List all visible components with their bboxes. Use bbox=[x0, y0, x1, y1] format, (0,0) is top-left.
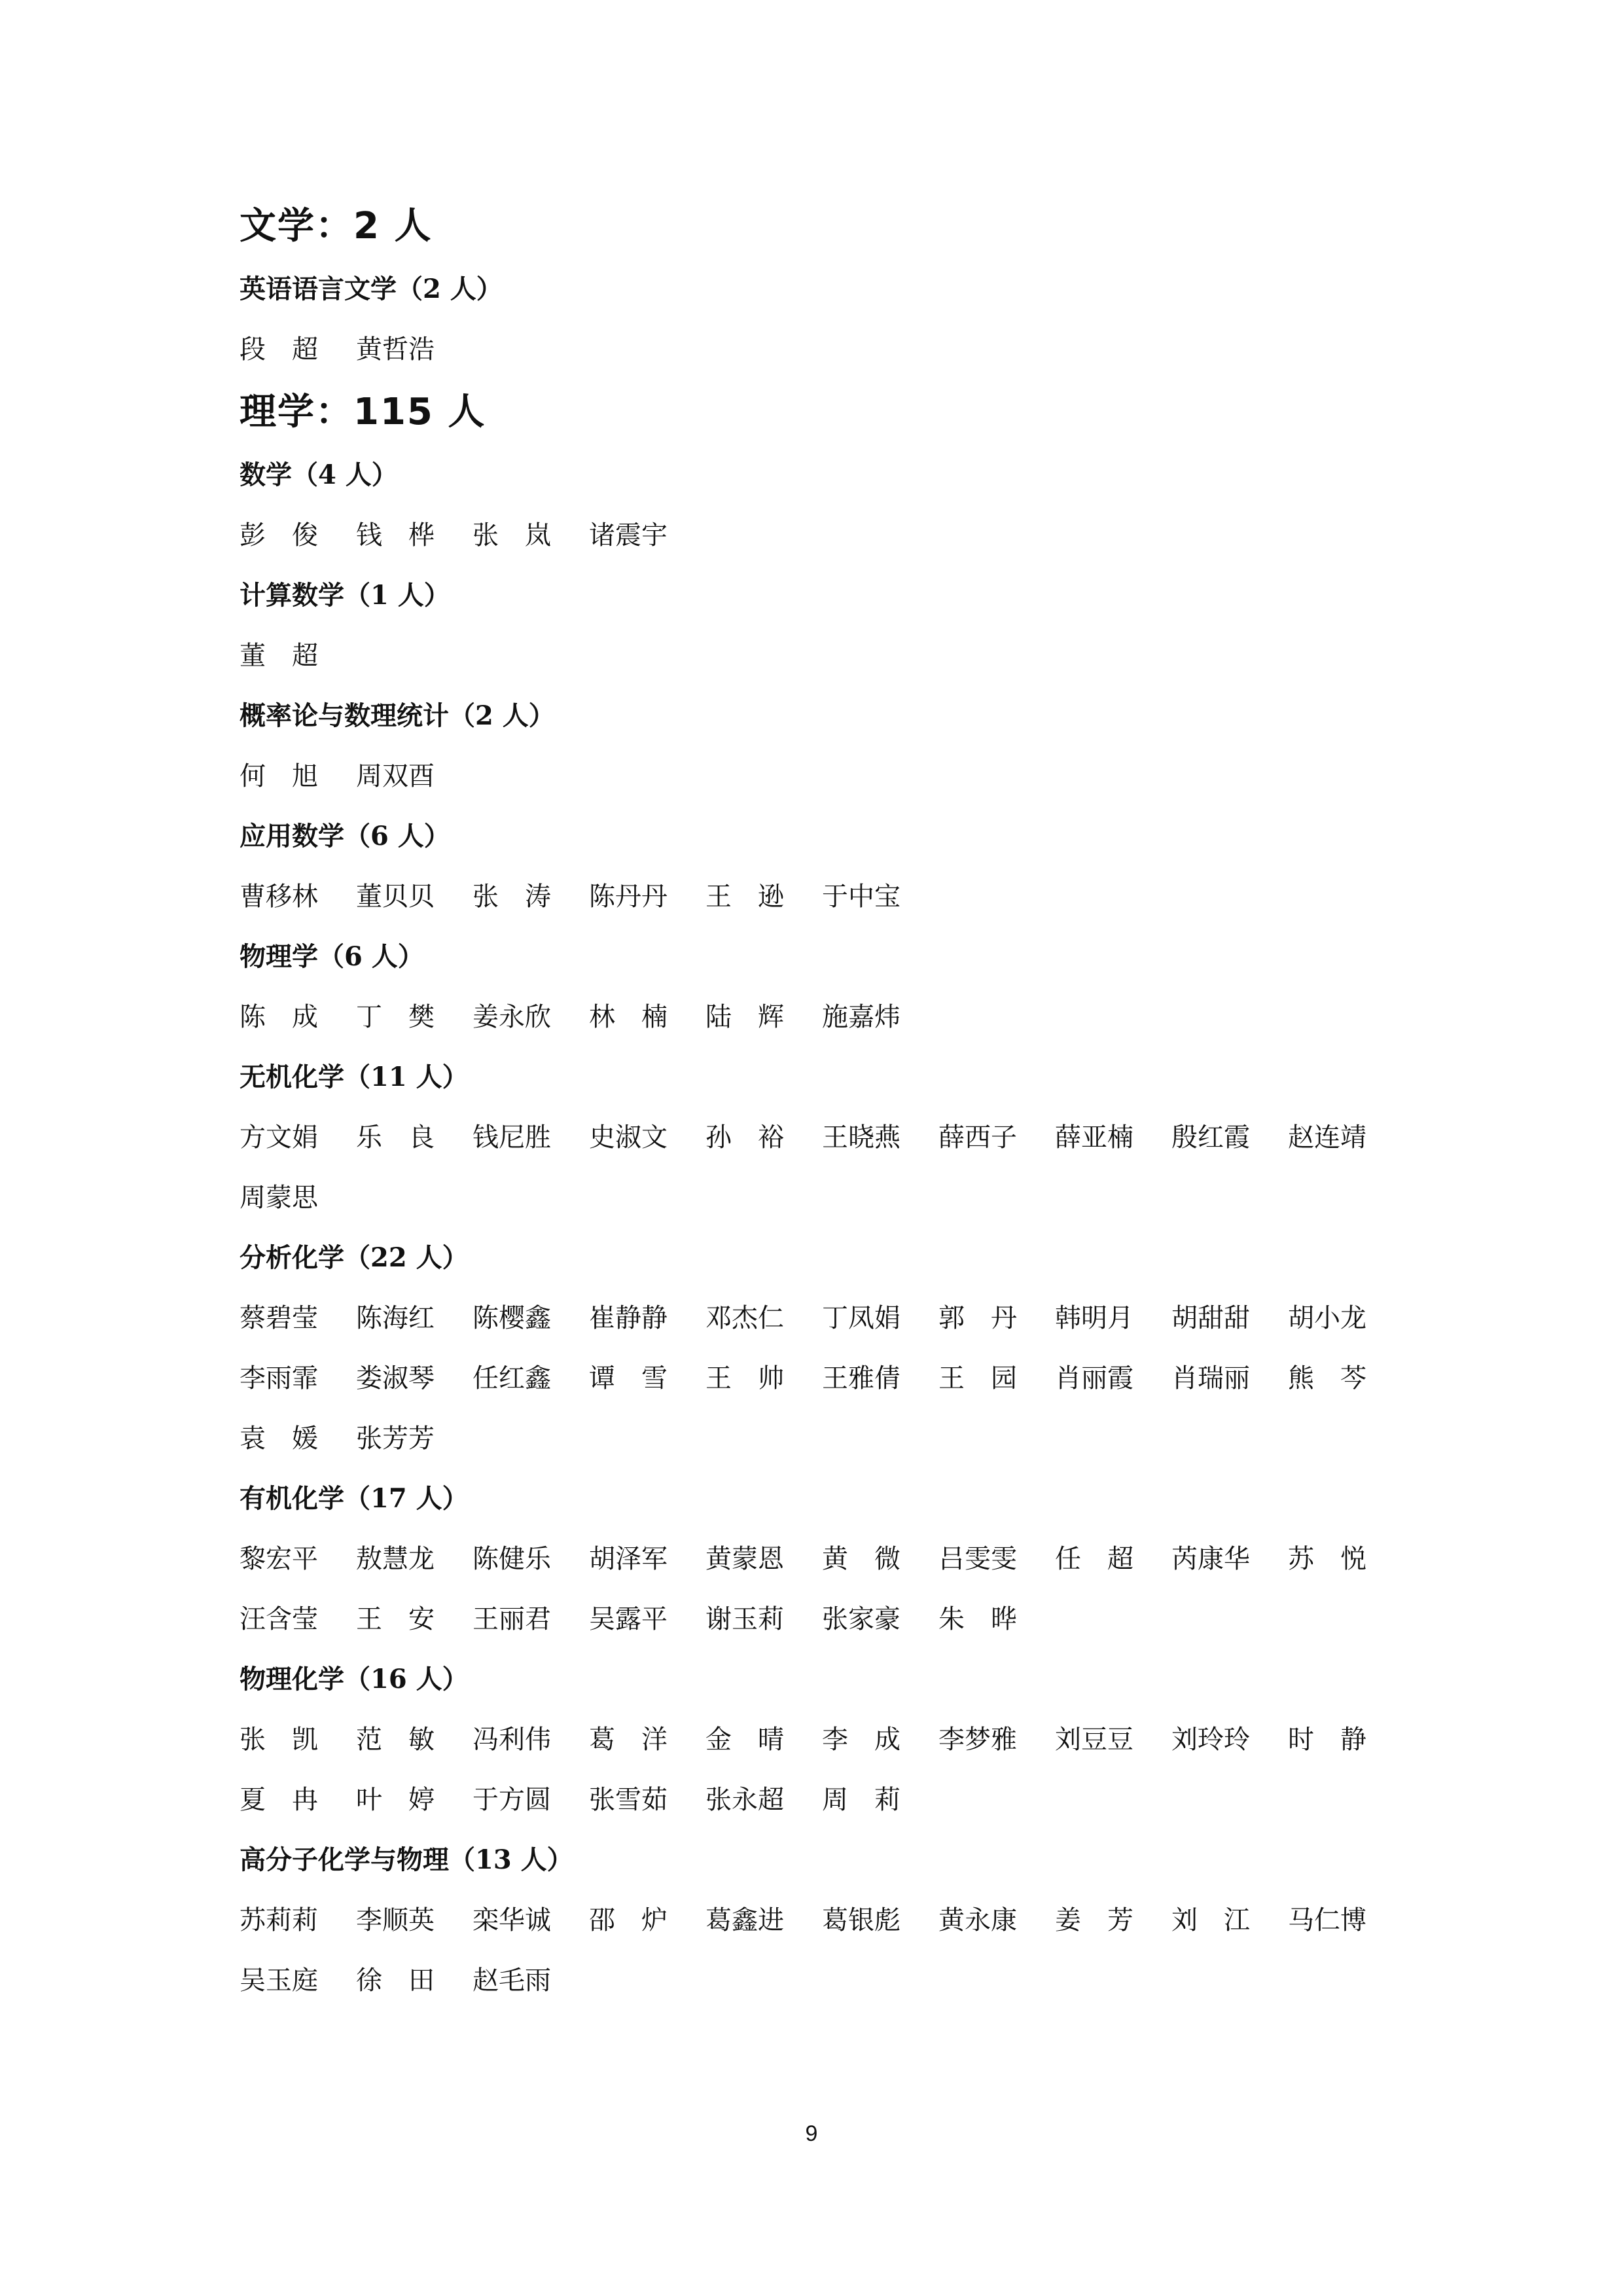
name-row bbox=[240, 319, 1391, 380]
subject-heading: 高分子化学与物理（13 人） bbox=[240, 1844, 573, 1875]
person-name: 肖丽霞 bbox=[1055, 1363, 1133, 1393]
person-name: 于方圆 bbox=[473, 1785, 551, 1815]
name-row bbox=[240, 1348, 1391, 1408]
subject-heading: 无机化学（11 人） bbox=[240, 1062, 469, 1092]
person-name: 黄蒙恩 bbox=[705, 1544, 784, 1574]
person-name: 陈丹丹 bbox=[589, 882, 668, 912]
person-name: 黄哲浩 bbox=[356, 334, 435, 365]
person-name: 黄 微 bbox=[822, 1544, 901, 1574]
subject-heading: 分析化学（22 人） bbox=[240, 1242, 469, 1273]
person-name: 孙 裕 bbox=[705, 1122, 784, 1153]
person-name: 娄淑琴 bbox=[356, 1363, 435, 1393]
person-name: 丁凤娟 bbox=[822, 1303, 901, 1333]
person-name: 任 超 bbox=[1055, 1544, 1133, 1574]
name-row bbox=[240, 1529, 1391, 1589]
name-row bbox=[240, 746, 1391, 806]
person-name: 任红鑫 bbox=[473, 1363, 551, 1393]
person-name: 王丽君 bbox=[473, 1604, 551, 1634]
person-name: 朱 晔 bbox=[938, 1604, 1017, 1634]
person-name: 芮康华 bbox=[1171, 1544, 1250, 1574]
name-row bbox=[240, 505, 1391, 565]
person-name: 黎宏平 bbox=[240, 1544, 318, 1574]
person-name: 张家豪 bbox=[822, 1604, 901, 1634]
person-name: 葛 洋 bbox=[589, 1725, 668, 1755]
subject-heading: 数学（4 人） bbox=[240, 459, 398, 490]
person-name: 金 晴 bbox=[705, 1725, 784, 1755]
person-name: 丁 樊 bbox=[356, 1002, 435, 1032]
person-name: 王 园 bbox=[938, 1363, 1017, 1393]
category-heading: 理学：115 人 bbox=[240, 391, 486, 433]
person-name: 时 静 bbox=[1288, 1725, 1366, 1755]
person-name: 葛银彪 bbox=[822, 1905, 901, 1935]
subject-heading: 概率论与数理统计（2 人） bbox=[240, 700, 555, 731]
person-name: 周蒙思 bbox=[240, 1183, 318, 1213]
person-name: 肖瑞丽 bbox=[1171, 1363, 1250, 1393]
person-name: 郭 丹 bbox=[938, 1303, 1017, 1333]
person-name: 熊 芩 bbox=[1288, 1363, 1366, 1393]
person-name: 胡甜甜 bbox=[1171, 1303, 1250, 1333]
name-row bbox=[240, 1710, 1391, 1770]
name-row bbox=[240, 1589, 1391, 1649]
person-name: 曹移林 bbox=[240, 882, 318, 912]
name-row bbox=[240, 1408, 1391, 1469]
person-name: 胡小龙 bbox=[1288, 1303, 1366, 1333]
person-name: 薛亚楠 bbox=[1055, 1122, 1133, 1153]
person-name: 姜永欣 bbox=[473, 1002, 551, 1032]
name-row bbox=[240, 1950, 1391, 2011]
person-name: 殷红霞 bbox=[1171, 1122, 1250, 1153]
person-name: 刘豆豆 bbox=[1055, 1725, 1133, 1755]
person-name: 邓杰仁 bbox=[705, 1303, 784, 1333]
person-name: 李顺英 bbox=[356, 1905, 435, 1935]
person-name: 周双酉 bbox=[356, 761, 435, 791]
person-name: 李梦雅 bbox=[938, 1725, 1017, 1755]
person-name: 吴露平 bbox=[589, 1604, 668, 1634]
person-name: 谢玉莉 bbox=[705, 1604, 784, 1634]
person-name: 范 敏 bbox=[356, 1725, 435, 1755]
person-name: 董 超 bbox=[240, 641, 318, 671]
person-name: 葛鑫进 bbox=[705, 1905, 784, 1935]
person-name: 张 凯 bbox=[240, 1725, 318, 1755]
name-row bbox=[240, 867, 1391, 927]
person-name: 叶 婷 bbox=[356, 1785, 435, 1815]
person-name: 彭 俊 bbox=[240, 520, 318, 550]
person-name: 乐 良 bbox=[356, 1122, 435, 1153]
person-name: 何 旭 bbox=[240, 761, 318, 791]
name-row bbox=[240, 1168, 1391, 1228]
person-name: 汪含莹 bbox=[240, 1604, 318, 1634]
name-row bbox=[240, 1770, 1391, 1830]
name-row bbox=[240, 987, 1391, 1047]
subject-heading: 物理化学（16 人） bbox=[240, 1664, 469, 1695]
person-name: 谭 雪 bbox=[589, 1363, 668, 1393]
person-name: 陈健乐 bbox=[473, 1544, 551, 1574]
person-name: 陈樱鑫 bbox=[473, 1303, 551, 1333]
person-name: 钱 桦 bbox=[356, 520, 435, 550]
person-name: 王 逊 bbox=[705, 882, 784, 912]
person-name: 苏莉莉 bbox=[240, 1905, 318, 1935]
person-name: 王雅倩 bbox=[822, 1363, 901, 1393]
person-name: 敖慧龙 bbox=[356, 1544, 435, 1574]
subject-heading: 计算数学（1 人） bbox=[240, 580, 450, 611]
subject-heading: 有机化学（17 人） bbox=[240, 1483, 469, 1514]
subject-heading: 物理学（6 人） bbox=[240, 941, 424, 972]
person-name: 刘 江 bbox=[1171, 1905, 1250, 1935]
person-name: 施嘉炜 bbox=[822, 1002, 901, 1032]
person-name: 冯利伟 bbox=[473, 1725, 551, 1755]
person-name: 张雪茹 bbox=[589, 1785, 668, 1815]
person-name: 刘玲玲 bbox=[1171, 1725, 1250, 1755]
person-name: 王 安 bbox=[356, 1604, 435, 1634]
name-row bbox=[240, 1288, 1391, 1348]
person-name: 苏 悦 bbox=[1288, 1544, 1366, 1574]
person-name: 段 超 bbox=[240, 334, 318, 365]
person-name: 夏 冉 bbox=[240, 1785, 318, 1815]
person-name: 吕雯雯 bbox=[938, 1544, 1017, 1574]
person-name: 赵连靖 bbox=[1288, 1122, 1366, 1153]
person-name: 张 岚 bbox=[473, 520, 551, 550]
subject-heading: 应用数学（6 人） bbox=[240, 821, 450, 852]
person-name: 徐 田 bbox=[356, 1965, 435, 1996]
person-name: 张永超 bbox=[705, 1785, 784, 1815]
name-row bbox=[240, 1107, 1391, 1168]
person-name: 林 楠 bbox=[589, 1002, 668, 1032]
person-name: 王 帅 bbox=[705, 1363, 784, 1393]
name-row bbox=[240, 1890, 1391, 1950]
person-name: 方文娟 bbox=[240, 1122, 318, 1153]
person-name: 陈海红 bbox=[356, 1303, 435, 1333]
person-name: 薛西子 bbox=[938, 1122, 1017, 1153]
person-name: 姜 芳 bbox=[1055, 1905, 1133, 1935]
document-body bbox=[240, 194, 1391, 2011]
person-name: 张芳芳 bbox=[356, 1424, 435, 1454]
person-name: 马仁博 bbox=[1288, 1905, 1366, 1935]
person-name: 邵 炉 bbox=[589, 1905, 668, 1935]
person-name: 诸震宇 bbox=[589, 520, 668, 550]
person-name: 陈 成 bbox=[240, 1002, 318, 1032]
person-name: 李雨霏 bbox=[240, 1363, 318, 1393]
person-name: 韩明月 bbox=[1055, 1303, 1133, 1333]
person-name: 黄永康 bbox=[938, 1905, 1017, 1935]
person-name: 胡泽军 bbox=[589, 1544, 668, 1574]
person-name: 蔡碧莹 bbox=[240, 1303, 318, 1333]
person-name: 于中宝 bbox=[822, 882, 901, 912]
person-name: 董贝贝 bbox=[356, 882, 435, 912]
person-name: 袁 媛 bbox=[240, 1424, 318, 1454]
person-name: 钱尼胜 bbox=[473, 1122, 551, 1153]
person-name: 史淑文 bbox=[589, 1122, 668, 1153]
person-name: 赵毛雨 bbox=[473, 1965, 551, 1996]
name-row bbox=[240, 626, 1391, 686]
person-name: 李 成 bbox=[822, 1725, 901, 1755]
subject-heading: 英语语言文学（2 人） bbox=[240, 274, 503, 304]
page-number: 9 bbox=[805, 2121, 818, 2146]
person-name: 吴玉庭 bbox=[240, 1965, 318, 1996]
person-name: 张 涛 bbox=[473, 882, 551, 912]
category-heading: 文学：2 人 bbox=[240, 205, 433, 247]
person-name: 崔静静 bbox=[589, 1303, 668, 1333]
person-name: 陆 辉 bbox=[705, 1002, 784, 1032]
person-name: 栾华诚 bbox=[473, 1905, 551, 1935]
person-name: 王晓燕 bbox=[822, 1122, 901, 1153]
person-name: 周 莉 bbox=[822, 1785, 901, 1815]
